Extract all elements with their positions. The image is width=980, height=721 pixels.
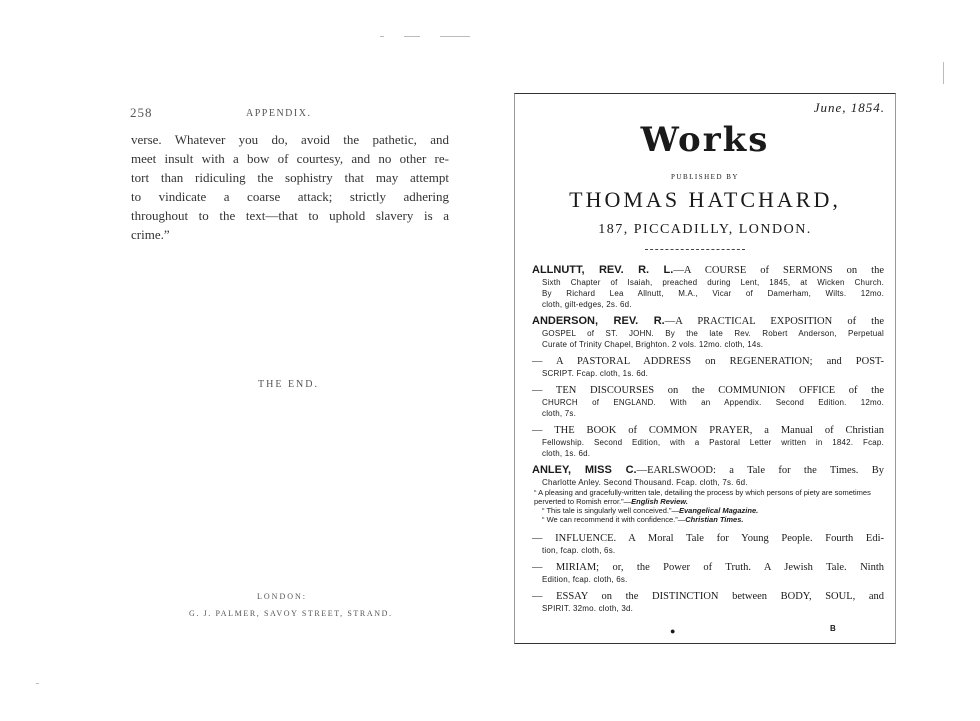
entry-line: GOSPEL of ST. JOHN. By the late Rev. Robert Anderson, Perpetual <box>542 329 884 338</box>
entry-title: — MIRIAM; or, the Power of Truth. A Jewish Tale. Ninth <box>532 562 884 573</box>
scan-speck <box>404 36 420 37</box>
entry-title: —A PRACTICAL EXPOSITION of the <box>664 316 884 327</box>
catalogue-date: June, 1854. <box>813 100 885 115</box>
scan-speck <box>36 683 39 684</box>
scan-speck <box>440 36 470 37</box>
entry-line: cloth, gilt-edges, 2s. 6d. <box>542 300 632 309</box>
publisher-address: 187, PICCADILLY, LONDON. <box>598 222 812 237</box>
quote-text: “ A pleasing and gracefully-written tale, detailing the process by which persons of piety are sometimes perverted to Romish error.”— <box>534 488 871 506</box>
review-quote <box>532 515 884 524</box>
entry-line: Fellowship. Second Edition, with a Pastoral Letter written in 1842. Fcap. <box>542 438 884 447</box>
entry-line: Edition, fcap. cloth, 6s. <box>542 575 628 584</box>
catalogue-entry <box>532 315 884 350</box>
page-number: 258 <box>130 105 153 120</box>
body-line: verse. Whatever you do, avoid the pathetic, and <box>131 132 449 147</box>
catalogue-entries <box>532 264 884 619</box>
entry-details <box>532 574 884 585</box>
catalogue-entry <box>532 424 884 459</box>
quote-source: Christian Times. <box>685 515 744 524</box>
entry-details <box>532 397 884 419</box>
entry-line: cloth, 7s. <box>542 409 577 418</box>
entry-line: CHURCH of ENGLAND. With an Appendix. Second Edition. 12mo. <box>542 398 884 407</box>
entry-line: SCRIPT. Fcap. cloth, 1s. 6d. <box>542 369 649 378</box>
entry-title: — ESSAY on the DISTINCTION between BODY, SOUL, and <box>532 591 884 602</box>
entry-details <box>532 277 884 310</box>
quote-text: “ This tale is singularly well conceived.”— <box>542 506 679 515</box>
body-line: meet insult with a bow of courtesy, and no other re- <box>131 151 449 166</box>
body-line: to vindicate a coarse attack; strictly adhering <box>131 189 449 204</box>
entry-details <box>532 368 884 379</box>
signature-mark: B <box>830 624 836 633</box>
entry-heading <box>532 315 884 328</box>
entry-details <box>532 328 884 350</box>
entry-heading <box>532 264 884 277</box>
running-head: APPENDIX. <box>246 108 312 119</box>
catalogue-entry <box>532 532 884 556</box>
entry-details <box>532 545 884 556</box>
entry-line: cloth, 1s. 6d. <box>542 449 591 458</box>
entry-title: —A COURSE of SERMONS on the <box>673 265 884 276</box>
entry-author: ANLEY, MISS C. <box>532 464 637 476</box>
catalogue-entry <box>532 384 884 419</box>
published-by: PUBLISHED BY <box>671 173 739 181</box>
publisher-catalogue <box>514 93 896 644</box>
entry-details <box>532 437 884 459</box>
catalogue-entry <box>532 355 884 379</box>
entry-line: Curate of Trinity Chapel, Brighton. 2 vols. 12mo. cloth, 14s. <box>542 340 764 349</box>
catalogue-entry <box>532 264 884 310</box>
entry-title: —EARLSWOOD: a Tale for the Times. By <box>636 465 885 476</box>
scan-speck <box>943 62 944 84</box>
decorative-rule <box>645 249 745 250</box>
body-line: crime.” <box>131 227 170 242</box>
entry-details <box>532 603 884 614</box>
entry-details <box>532 477 884 488</box>
review-quote <box>532 506 884 515</box>
body-line: tort than ridiculing the sophistry that may attempt <box>131 170 449 185</box>
entry-title: — TEN DISCOURSES on the COMMUNION OFFICE of the <box>532 385 884 396</box>
publisher-name: THOMAS HATCHARD, <box>569 187 841 212</box>
entry-line: Charlotte Anley. Second Thousand. Fcap. cloth, 7s. 6d. <box>542 478 748 487</box>
entry-author: ALLNUTT, REV. R. L. <box>532 264 674 276</box>
body-text <box>131 130 449 244</box>
catalogue-entry <box>532 590 884 614</box>
entry-line: By Richard Lea Allnutt, M.A., Vicar of Damerham, Wilts. 12mo. <box>542 289 884 298</box>
review-quote <box>532 488 884 506</box>
catalogue-entry <box>532 561 884 585</box>
entry-title: — A PASTORAL ADDRESS on REGENERATION; and POST- <box>532 356 884 367</box>
imprint-printer: G. J. PALMER, SAVOY STREET, STRAND. <box>189 609 393 618</box>
entry-title: — THE BOOK of COMMON PRAYER, a Manual of Christian <box>532 425 884 436</box>
catalogue-title: Works <box>640 120 770 160</box>
quote-source: English Review. <box>631 497 688 506</box>
entry-author: ANDERSON, REV. R. <box>532 315 665 327</box>
body-line: throughout to the text—that to uphold slavery is a <box>131 208 449 223</box>
entry-heading <box>532 464 884 477</box>
quote-source: Evangelical Magazine. <box>679 506 759 515</box>
entry-line: Sixth Chapter of Isaiah, preached during Lent, 1845, at Wicken Church. <box>542 278 884 287</box>
entry-line: tion, fcap. cloth, 6s. <box>542 546 616 555</box>
imprint-city: LONDON: <box>257 592 307 601</box>
scan-speck <box>380 36 384 37</box>
catalogue-entry <box>532 464 884 524</box>
signature-dot-icon: ● <box>670 626 676 636</box>
quote-text: “ We can recommend it with confidence.”— <box>542 515 686 524</box>
entry-title: — INFLUENCE. A Moral Tale for Young People. Fourth Edi- <box>532 533 884 544</box>
entry-line: SPIRIT. 32mo. cloth, 3d. <box>542 604 634 613</box>
the-end: THE END. <box>258 379 319 390</box>
